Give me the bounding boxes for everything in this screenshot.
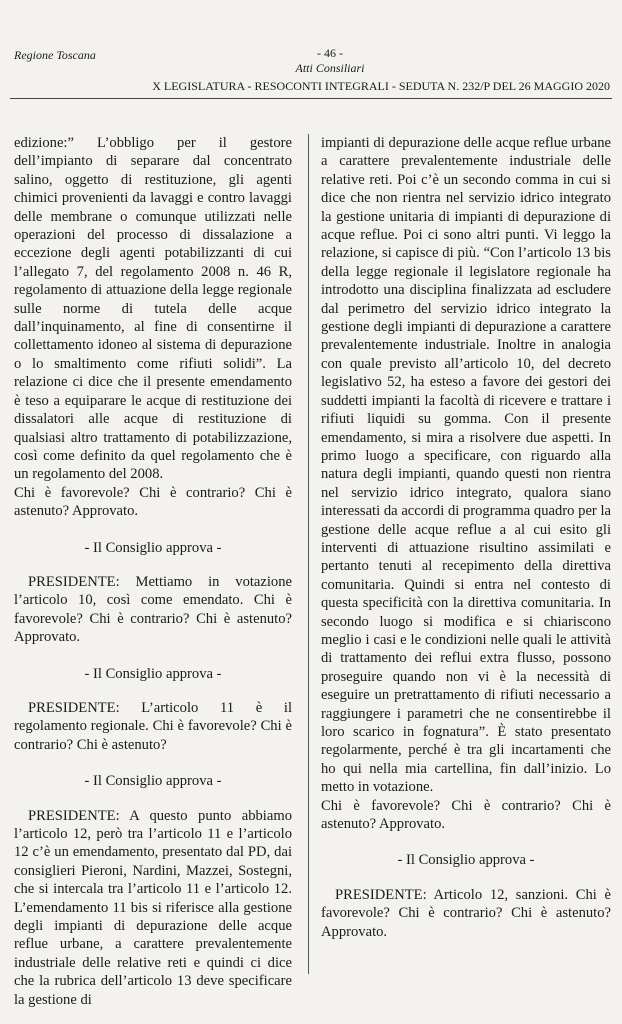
- paragraph: impianti di depurazione delle acque reflue urbane a carattere prevalentemente industriale delle relative reti. Poi c’è un secondo comma in cui si dice che non rientra nel servizio idrico integrato la gestione unitaria di impianti di depurazione di acque reflue. Poi ci sono altri punti. Vi leggo la relazione, si capisce di più. “Con l’articolo 13 bis della legge regionale il legislatore regionale ha introdotto una disciplina finalizzata ad escludere dal perimetro del servizio idrico integrato la gestione degli impianti di depurazione a carattere prevalentemente industriale. Inoltre in analogia con quale previsto all’articolo 10, del decreto legislativo 52, ha esteso a favore dei gestori dei suddetti impianti la facoltà di ricevere e trattare i rifiuti liquidi su gomma. Con il presente emendamento, si mira a risolvere due aspetti. In primo luogo a specificare, con riguardo alla natura degli impianti, quando questi non rientra nel servizio idrico integrato, qualora siano interessati da accordi di programma quadro per la gestione delle acque reflue a al cui esito gli interventi di attuazione risultino assimilati e pertanto tenuti al recepimento della direttiva comunitaria. Quindi si entra nel contesto di questa specificità con la direttiva comunitaria. In secondo luogo si modifica e si chiariscono meglio i casi e le condizioni nelle quali le attività di trattamento dei reflui extra flusso, possono proseguire quando non vi è la necessità di eseguire un pretrattamento di rifiuti necessario a raggiungere i parametri che ne consentirebbe il loro scarico in fognatura”. È stato presentato regolarmente, perché è tra gli incartamenti che ho qui nella mia cartellina, fin dall’inizio. Lo metto in votazione.: [321, 135, 611, 796]
- left-column: [14, 134, 292, 1009]
- paragraph: PRESIDENTE: L’articolo 11 è il regolamento regionale. Chi è favorevole? Chi è contrario? Chi è astenuto?: [14, 699, 292, 753]
- council-approves-note: - Il Consiglio approva -: [84, 773, 222, 790]
- header-region: Regione Toscana: [14, 48, 96, 62]
- council-approves-note: - Il Consiglio approva -: [84, 665, 222, 682]
- paragraph: Chi è favorevole? Chi è contrario? Chi è astenuto? Approvato.: [321, 797, 611, 833]
- paragraph: PRESIDENTE: Articolo 12, sanzioni. Chi è favorevole? Chi è contrario? Chi è astenuto? Approvato.: [321, 886, 611, 940]
- council-approves-note: - Il Consiglio approva -: [397, 852, 535, 869]
- right-column: [321, 134, 611, 941]
- council-approves-note: - Il Consiglio approva -: [84, 539, 222, 556]
- paragraph: PRESIDENTE: Mettiamo in votazione l’articolo 10, così come emendato. Chi è favorevole? Chi è contrario? Chi è astenuto? Approvato.: [14, 573, 292, 646]
- page-number: - 46 -: [317, 46, 343, 60]
- paragraph: edizione:” L’obbligo per il gestore dell’impianto di separare dal concentrato salino, oggetto di restituzione, gli agenti chimici provenienti da lavaggi e contro lavaggi delle membrane o comunque utilizzati nelle operazioni del processo di dissalazione a eccezione degli agenti potabilizzanti di cui l’allegato 7, del regolamento 2008 n. 46 R, regolamento di attuazione della legge regionale sulle norme di tutela delle acque dall’inquinamento, al fine di consentirne il collettamento idoneo al sistema di depurazione o lo smaltimento come rifiuti solidi”. La relazione ci dice che il presente emendamento è teso a equiparare le acque di restituzione dei dissalatori alle acque di restituzione di qualsiasi altro trattamento di potabilizzazione, così come definito da quel regolamento che è un regolamento del 2008.: [14, 135, 292, 483]
- header-rule: [10, 98, 612, 99]
- paragraph: Chi è favorevole? Chi è contrario? Chi è astenuto? Approvato.: [14, 484, 292, 520]
- header-subtitle: Atti Consiliari: [295, 61, 365, 75]
- column-divider: [308, 134, 309, 974]
- paragraph: PRESIDENTE: A questo punto abbiamo l’articolo 12, però tra l’articolo 11 e l’articolo 12 c’è un emendamento, presentato dal PD, dai consiglieri Pieroni, Nardini, Mazzei, Sostegni, che si intercala tra l’articolo 11 e l’articolo 12. L’emendamento 11 bis si riferisce alla gestione degli impianti di depurazione delle acque reflue urbane, a carattere prevalentemente industriale delle relative reti e quindi ci dice che la rubrica dell’articolo 13 deve specificare la gestione di: [14, 807, 292, 1008]
- header-legislature-line: X LEGISLATURA - RESOCONTI INTEGRALI - SEDUTA N. 232/P DEL 26 MAGGIO 2020: [152, 79, 610, 93]
